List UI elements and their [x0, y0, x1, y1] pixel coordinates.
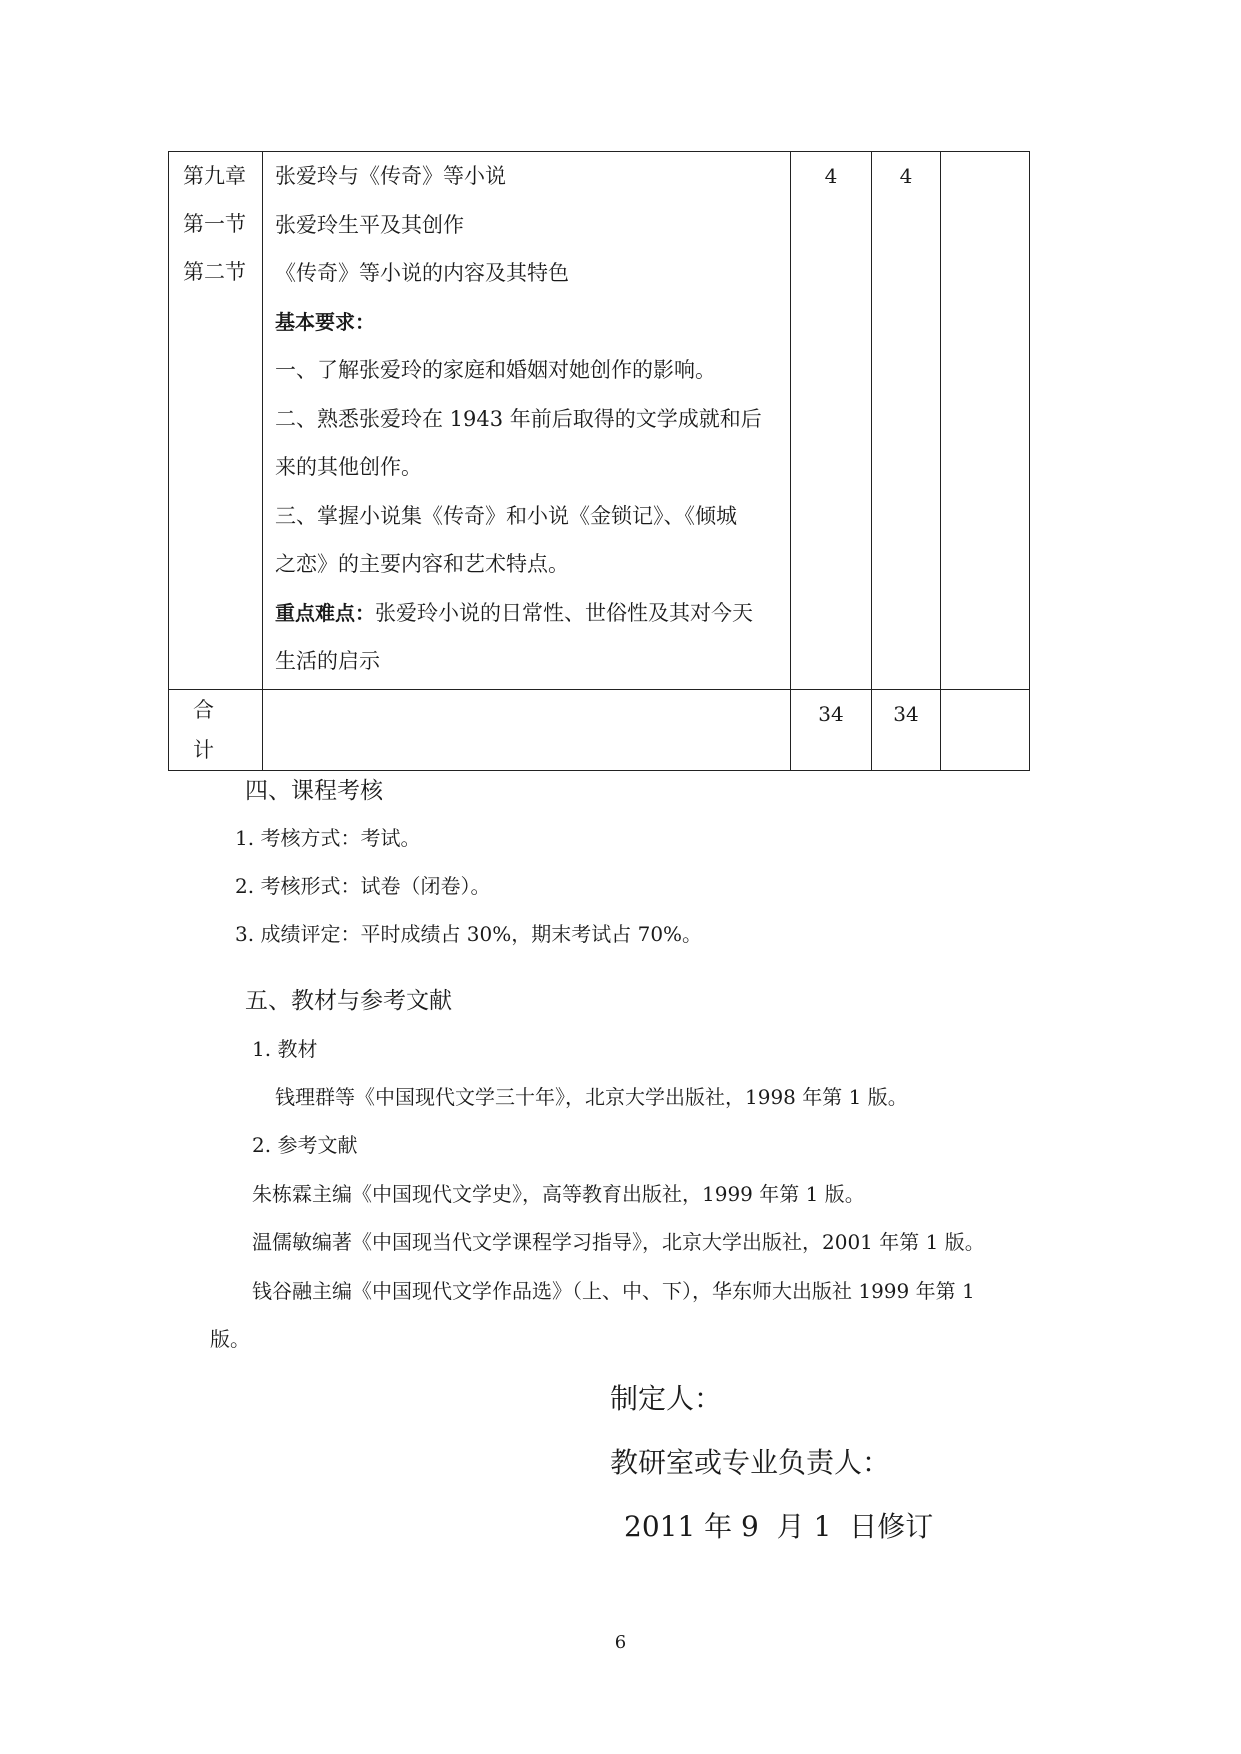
section5-heading: 五、教材与参考文献	[245, 988, 452, 1014]
requirement-2b: 来的其他创作。	[275, 455, 422, 479]
reference-2: 温儒敏编著《中国现当代文学课程学习指导》，北京大学出版社，2001 年第 1 版。	[252, 1230, 985, 1254]
hours-value-b: 4	[899, 164, 913, 188]
section2-title: 《传奇》等小说的内容及其特色	[275, 261, 569, 285]
reviewer-label: 教研室或专业负责人：	[610, 1446, 891, 1479]
section2-label: 第二节	[183, 260, 246, 284]
assessment-item-2: 2. 考核形式：试卷（闭卷）。	[235, 874, 491, 898]
empty-cell	[941, 152, 1030, 690]
chapter-cell	[169, 152, 263, 690]
requirement-3b: 之恋》的主要内容和艺术特点。	[275, 552, 569, 576]
author-label: 制定人：	[610, 1382, 723, 1415]
references-subheading: 2. 参考文献	[252, 1133, 358, 1157]
assessment-item-3: 3. 成绩评定：平时成绩占 30%，期末考试占 70%。	[235, 922, 703, 946]
total-value-a: 34	[818, 702, 844, 726]
key-points-text-2: 生活的启示	[275, 649, 380, 673]
page-number: 6	[614, 1632, 627, 1653]
chapter-title: 张爱玲与《传奇》等小说	[275, 164, 506, 188]
textbook-subheading: 1. 教材	[252, 1037, 318, 1061]
key-points-label: 重点难点：	[275, 600, 375, 625]
reference-1: 朱栋霖主编《中国现代文学史》，高等教育出版社，1999 年第 1 版。	[252, 1182, 865, 1206]
chapter-label: 第九章	[183, 164, 246, 188]
table-row	[169, 152, 1030, 690]
total-row	[169, 690, 1030, 771]
section4-heading: 四、课程考核	[245, 778, 383, 804]
hours-cell-a	[791, 152, 872, 690]
total-label: 合计	[169, 690, 263, 771]
total-value-b: 34	[893, 702, 919, 726]
content-cell	[263, 152, 791, 690]
reference-3: 钱谷融主编《中国现代文学作品选》（上、中、下），华东师大出版社 1999 年第 1	[252, 1279, 975, 1303]
requirements-heading: 基本要求：	[275, 309, 375, 334]
requirement-2a: 二、熟悉张爱玲在 1943 年前后取得的文学成就和后	[275, 406, 762, 431]
section1-title: 张爱玲生平及其创作	[275, 212, 464, 237]
total-cell-b	[872, 690, 941, 771]
reference-3-continued: 版。	[210, 1327, 250, 1351]
total-cell-a	[791, 690, 872, 771]
hours-cell-b	[872, 152, 941, 690]
requirement-1: 一、了解张爱玲的家庭和婚姻对她创作的影响。	[275, 358, 716, 382]
assessment-item-1: 1. 考核方式：考试。	[235, 826, 421, 850]
revision-date: 2011 年 9 月 1 日修订	[624, 1510, 934, 1543]
textbook-entry: 钱理群等《中国现代文学三十年》，北京大学出版社，1998 年第 1 版。	[275, 1085, 908, 1109]
hours-value-a: 4	[824, 164, 838, 188]
empty-cell	[263, 690, 791, 771]
key-points-text: 张爱玲小说的日常性、世俗性及其对今天	[375, 600, 753, 625]
section1-label: 第一节	[183, 212, 246, 236]
empty-cell	[941, 690, 1030, 771]
syllabus-table	[168, 151, 1030, 771]
requirement-3a: 三、掌握小说集《传奇》和小说《金锁记》、《倾城	[275, 503, 737, 528]
